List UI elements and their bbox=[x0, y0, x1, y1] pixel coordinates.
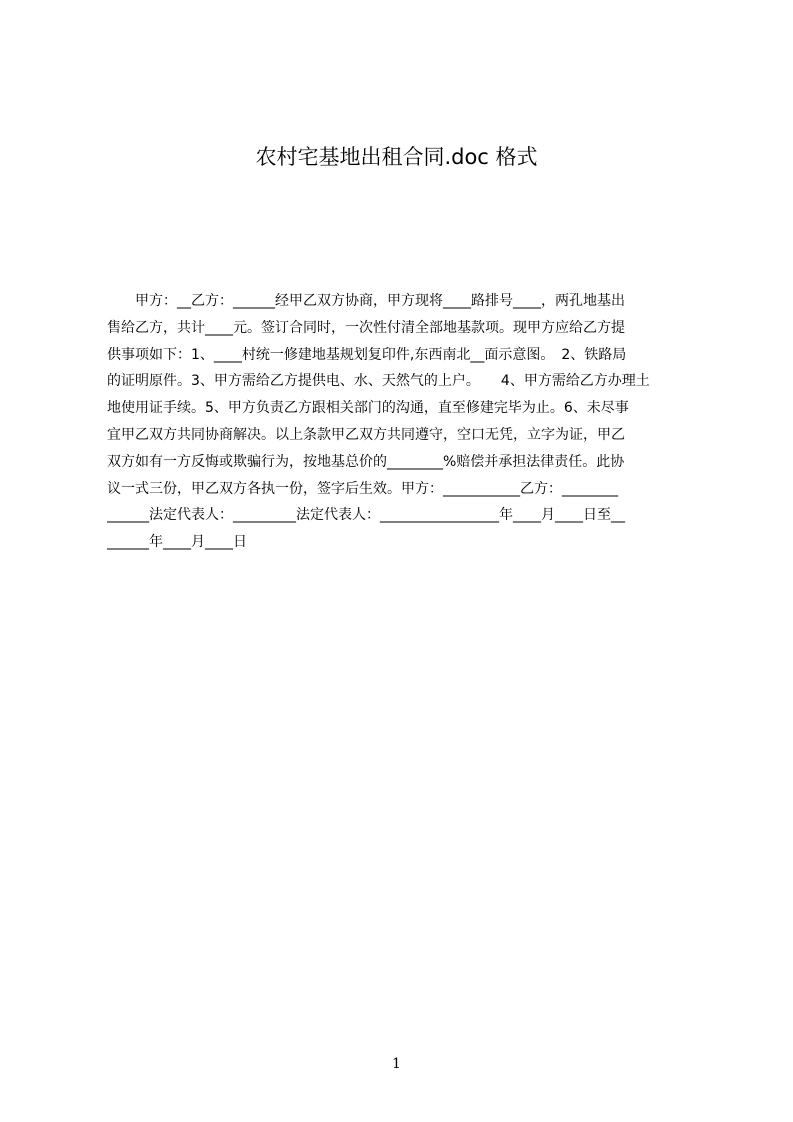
body-line: 双方如有一方反悔或欺骗行为，按地基总价的________%赔偿并承担法律责任。此协 bbox=[107, 453, 625, 470]
contract-body bbox=[107, 288, 699, 556]
body-line: 售给乙方，共计____元。签订合同时，一次性付清全部地基款项。现甲方应给乙方提 bbox=[107, 319, 625, 336]
body-line: ______法定代表人：_________法定代表人：_________________年____月____日至__ bbox=[107, 507, 625, 524]
body-line: 供事项如下：1、____村统一修建地基规划复印件,东西南北__面示意图。 2、铁路局 bbox=[107, 346, 627, 363]
document-title: 农村宅基地出租合同.doc 格式 bbox=[255, 145, 538, 169]
body-line: ______年____月____日 bbox=[107, 534, 247, 551]
body-line: 甲方：__乙方：______经甲乙双方协商，甲方现将____路排号____，两孔地基出 bbox=[107, 293, 625, 309]
page-number: 1 bbox=[392, 1056, 401, 1072]
body-line: 宜甲乙双方共同协商解决。以上条款甲乙双方共同遵守，空口无凭，立字为证，甲乙 bbox=[107, 426, 625, 443]
body-line: 地使用证手续。5、甲方负责乙方跟相关部门的沟通，直至修建完毕为止。6、未尽事 bbox=[107, 400, 629, 417]
body-line: 议一式三份，甲乙双方各执一份，签字后生效。甲方：___________乙方：________ bbox=[107, 480, 618, 497]
body-line: 的证明原件。3、甲方需给乙方提供电、水、天然气的上户。 4、甲方需给乙方办理土 bbox=[107, 373, 650, 390]
